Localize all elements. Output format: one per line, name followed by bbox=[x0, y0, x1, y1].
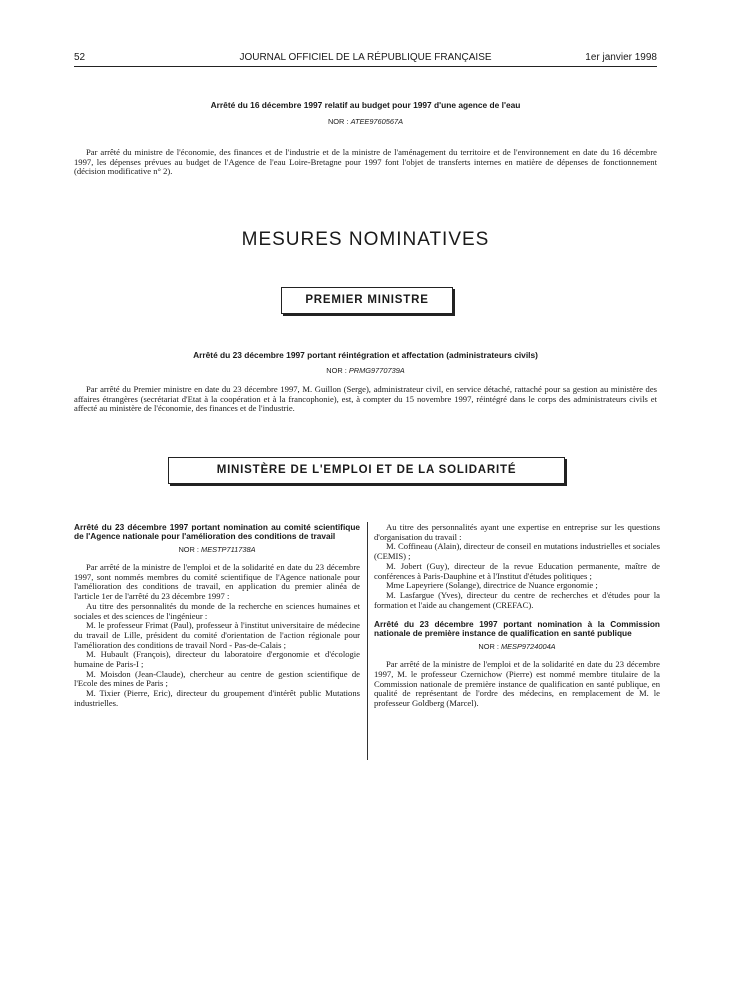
paragraph: Au titre des personnalités du monde de la recherche en sciences humaines et sociales et des sciences de l'ingénieur : bbox=[74, 600, 360, 621]
right-article-title: Arrêté du 23 décembre 1997 portant nomination à la Commission nationale de première instance de qualification en santé publique bbox=[374, 619, 660, 639]
paragraph: M. Moisdon (Jean-Claude), chercheur au centre de gestion scientifique de l'Ecole des mines de Paris ; bbox=[74, 668, 360, 689]
paragraph: M. Hubault (François), directeur du laboratoire d'ergonomie et d'écologie humaine de Paris-I ; bbox=[74, 649, 360, 670]
right-article-body bbox=[374, 660, 660, 709]
nor-code: MESTP711738A bbox=[201, 545, 256, 554]
section1-title: Arrêté du 16 décembre 1997 relatif au budget pour 1997 d'une agence de l'eau bbox=[210, 100, 521, 110]
issue-date: 1er janvier 1998 bbox=[585, 52, 657, 63]
nor-label: NOR : bbox=[327, 117, 349, 126]
page-number: 52 bbox=[74, 52, 86, 63]
left-article-nor bbox=[74, 545, 360, 554]
right-continued-body bbox=[374, 523, 660, 610]
section2-nor bbox=[74, 366, 657, 375]
ministry-box-premier: PREMIER MINISTRE bbox=[281, 287, 453, 314]
section-heading: MESURES NOMINATIVES bbox=[241, 229, 490, 250]
paragraph: M. Coffineau (Alain), directeur de conseil en mutations industrielles et sociales (CEMIS) ; bbox=[374, 541, 660, 562]
right-column bbox=[374, 523, 660, 709]
ministry-box-emploi: MINISTÈRE DE L'EMPLOI ET DE LA SOLIDARITÉ bbox=[168, 457, 565, 484]
nor-label: NOR : bbox=[478, 642, 499, 652]
paragraph: Par arrêté du Premier ministre en date du 23 décembre 1997, M. Guillon (Serge), administrateur civil, en service détaché, rattaché pour sa gestion au ministère des affaires étrangères (secrétariat d'Etat à la coopération et à la francophonie), est, à compter du 15 novembre 1997, réintégré dans le corps des administrateurs civils et affecté au ministère de l'économie, des finances et de l'industrie. bbox=[74, 384, 657, 414]
paragraph: M. Lasfargue (Yves), directeur du centre de recherches et d'études pour la formation et l'aide au changement (CREFAC). bbox=[374, 589, 660, 610]
header-rule bbox=[74, 66, 657, 67]
nor-label: NOR : bbox=[326, 366, 347, 375]
nor-code: PRMG9770739A bbox=[348, 366, 405, 375]
left-article-title: Arrêté du 23 décembre 1997 portant nomination au comité scientifique de l'Agence nationale pour l'amélioration des conditions de travail bbox=[74, 522, 360, 541]
paragraph: Par arrêté de la ministre de l'emploi et de la solidarité en date du 23 décembre 1997, sont nommés membres du comité scientifique de l'Agence nationale pour l'amélioration des conditions de travail, en application du premier alinéa de l'article 1er de l'arrêté du 23 décembre 1997 : bbox=[74, 562, 360, 602]
nor-code: MESP9724004A bbox=[500, 642, 556, 652]
left-column bbox=[74, 523, 360, 709]
paragraph: Par arrêté du ministre de l'économie, des finances et de l'industrie et de la ministre de l'aménagement du territoire et de l'environnement en date du 16 décembre 1997, les dépenses prévues au budget de l'Agence de l'eau Loire-Bretagne pour 1997 font l'objet de transferts internes en matière de dépenses de fonctionnement (décision modificative n° 2). bbox=[74, 147, 657, 177]
left-article-body bbox=[74, 563, 360, 709]
section2-title: Arrêté du 23 décembre 1997 portant réintégration et affectation (administrateurs civils) bbox=[193, 350, 538, 360]
paragraph: Au titre des personnalités ayant une expertise en entreprise sur les questions d'organisation du travail : bbox=[374, 522, 660, 542]
paragraph: M. Jobert (Guy), directeur de la revue Education permanente, maître de conférences à Paris-Dauphine et à l'Institut d'études politiques ; bbox=[374, 560, 660, 581]
nor-code: ATEE9760567A bbox=[350, 117, 404, 126]
paragraph: Par arrêté de la ministre de l'emploi et de la solidarité en date du 23 décembre 1997, M. le professeur Czernichow (Pierre) est nommé membre titulaire de la Commission nationale de première instance de qualification en santé publique, en qualité de représentant de l'ordre des médecins, en remplacement de M. le professeur Goldberg (Marcel). bbox=[374, 659, 660, 709]
right-article-nor bbox=[374, 642, 660, 651]
paragraph: M. le professeur Frimat (Paul), professeur à l'institut universitaire de médecine du travail de Lille, président du comité d'orientation de l'action régionale pour l'amélioration des conditions de travail Nord - Pas-de-Calais ; bbox=[74, 620, 360, 650]
section1-body bbox=[74, 148, 657, 177]
paragraph: Mme Lapeyriere (Solange), directrice de Nuance ergonomie ; bbox=[386, 580, 598, 591]
section1-nor bbox=[74, 117, 657, 126]
paragraph: M. Tixier (Pierre, Eric), directeur du groupement d'intérêt public Mutations industrielles. bbox=[74, 688, 360, 708]
journal-title: JOURNAL OFFICIEL DE LA RÉPUBLIQUE FRANÇAISE bbox=[239, 52, 492, 63]
section2-body bbox=[74, 385, 657, 414]
column-divider bbox=[367, 522, 368, 760]
nor-label: NOR : bbox=[178, 545, 199, 554]
